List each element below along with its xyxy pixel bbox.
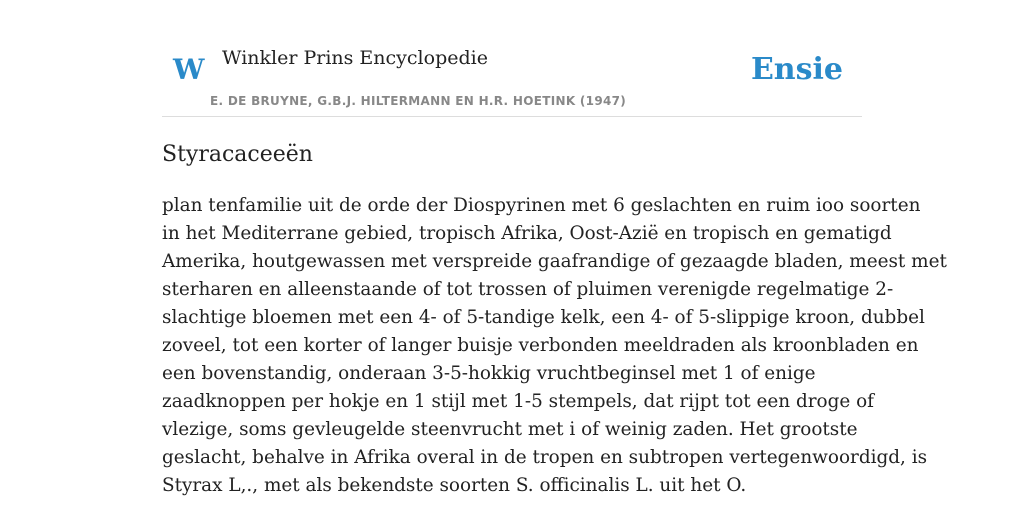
article-body bbox=[162, 192, 947, 500]
article-body-line: zoveel, tot een korter of langer buisje verbonden meeldraden als kroonbladen en bbox=[162, 335, 919, 356]
article-body-line: sterharen en alleenstaande of tot trossen of pluimen verenigde regelmatige 2- bbox=[162, 279, 894, 300]
article-body-line: plan tenfamilie uit de orde der Diospyrinen met 6 geslachten en ruim ioo soorten bbox=[162, 195, 921, 216]
ensie-logo[interactable]: Ensie bbox=[750, 52, 843, 87]
publication-authors: E. DE BRUYNE, G.B.J. HILTERMANN EN H.R. HOETINK (1947) bbox=[210, 94, 627, 108]
publication-logo[interactable]: W bbox=[173, 53, 205, 86]
article-title: Styracaceeën bbox=[162, 142, 313, 167]
article-body-line: een bovenstandig, onderaan 3-5-hokkig vruchtbeginsel met 1 of enige bbox=[162, 363, 816, 384]
article-body-line: zaadknoppen per hokje en 1 stijl met 1-5 stempels, dat rijpt tot een droge of bbox=[162, 391, 874, 412]
publication-title[interactable]: Winkler Prins Encyclopedie bbox=[222, 47, 488, 69]
header bbox=[162, 0, 862, 117]
article-body-line: Amerika, houtgewassen met verspreide gaafrandige of gezaagde bladen, meest met bbox=[162, 251, 947, 272]
article-body-line: vlezige, soms gevleugelde steenvrucht met i of weinig zaden. Het grootste bbox=[162, 419, 858, 440]
article-body-line: in het Mediterrane gebied, tropisch Afrika, Oost-Azië en tropisch en gematigd bbox=[162, 223, 892, 244]
article-body-line: Styrax L,., met als bekendste soorten S. officinalis L. uit het O. bbox=[162, 475, 747, 496]
article-body-line: geslacht, behalve in Afrika overal in de tropen en subtropen vertegenwoordigd, is bbox=[162, 447, 928, 468]
article-body-line: slachtige bloemen met een 4- of 5-tandige kelk, een 4- of 5-slippige kroon, dubbel bbox=[162, 307, 925, 328]
